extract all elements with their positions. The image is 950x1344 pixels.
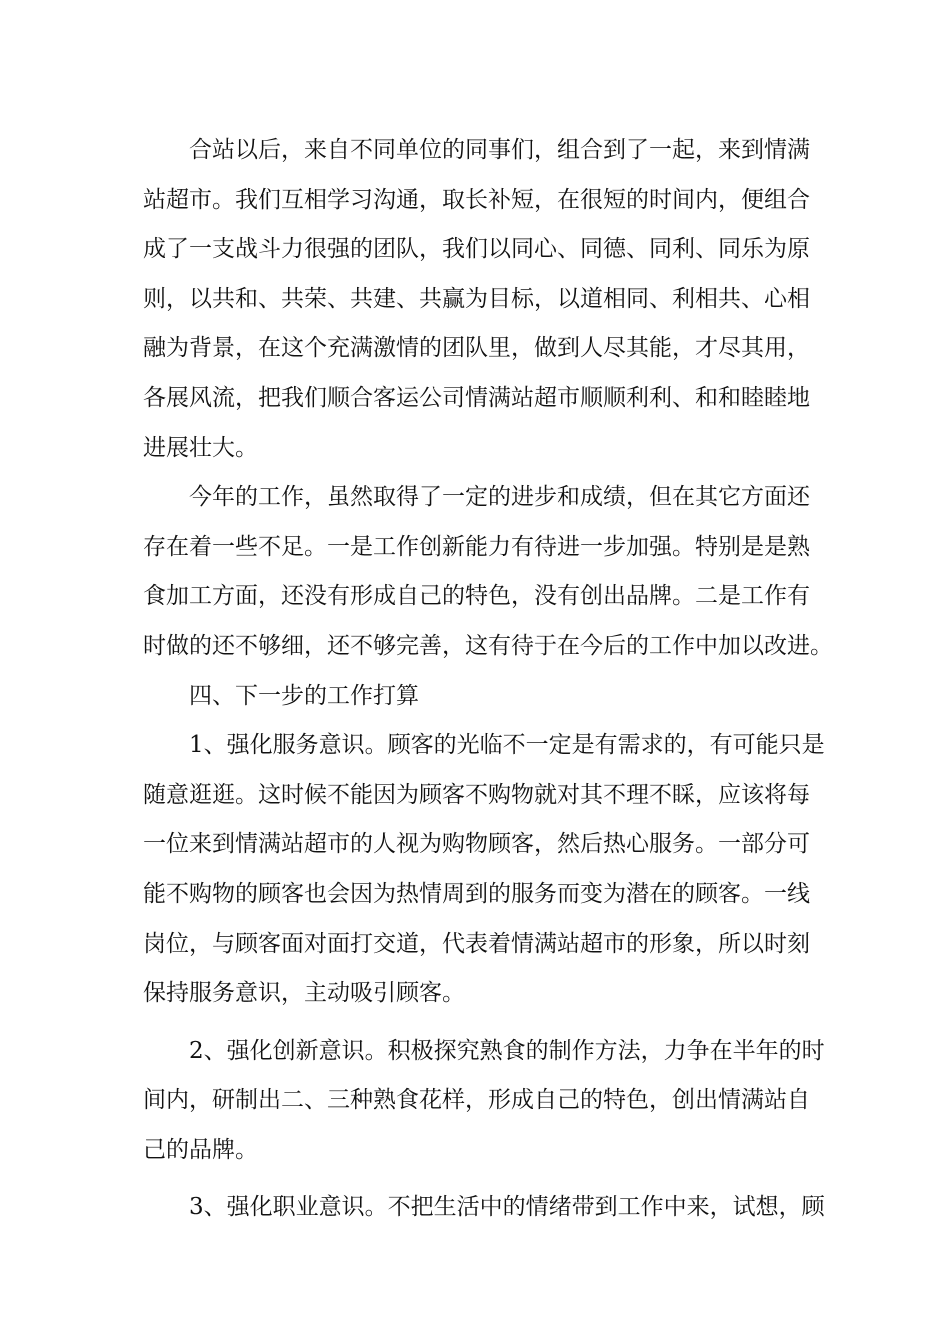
- text-line: 能不购物的顾客也会因为热情周到的服务而变为潜在的顾客。一线: [143, 880, 810, 907]
- text-line: 1、强化服务意识。顾客的光临不一定是有需求的，有可能只是: [189, 732, 825, 759]
- paragraph: [143, 473, 833, 671]
- text-line: 进展壮大。: [143, 434, 258, 461]
- text-line: 岗位，与顾客面对面打交道，代表着情满站超市的形象，所以时刻: [143, 930, 810, 957]
- text-line: 成了一支战斗力很强的团队，我们以同心、同德、同利、同乐为原: [143, 236, 810, 263]
- text-line: 存在着一些不足。一是工作创新能力有待进一步加强。特别是是熟: [143, 533, 810, 560]
- document-body: [143, 126, 833, 1233]
- paragraph-spacer: [143, 1019, 809, 1027]
- paragraph: [143, 1183, 825, 1233]
- section-heading: [143, 672, 809, 722]
- text-line: 合站以后，来自不同单位的同事们，组合到了一起，来到情满: [189, 137, 810, 163]
- text-line: 各展风流，把我们顺合客运公司情满站超市顺顺利利、和和睦睦地: [143, 384, 810, 411]
- text-line: 随意逛逛。这时候不能因为顾客不购物就对其不理不睬，应该将每: [143, 781, 810, 808]
- paragraph-spacer: [143, 1175, 809, 1183]
- heading-text: 四、下一步的工作打算: [189, 682, 419, 709]
- text-line: 保持服务意识，主动吸引顾客。: [143, 980, 465, 1007]
- text-line: 间内，研制出二、三种熟食花样，形成自己的特色，创出情满站自: [143, 1087, 810, 1114]
- paragraph: [143, 126, 809, 473]
- text-line: 融为背景，在这个充满激情的团队里，做到人尽其能，才尽其用，: [143, 335, 810, 362]
- text-line: 站超市。我们互相学习沟通，取长补短，在很短的时间内，便组合: [143, 186, 810, 213]
- text-line: 己的品牌。: [143, 1136, 258, 1163]
- paragraph: [143, 1027, 825, 1176]
- text-line: 一位来到情满站超市的人视为购物顾客，然后热心服务。一部分可: [143, 831, 810, 858]
- text-line: 时做的还不够细，还不够完善，这有待于在今后的工作中加以改进。: [143, 632, 833, 659]
- text-line: 3、强化职业意识。不把生活中的情绪带到工作中来，试想，顾: [189, 1194, 825, 1221]
- text-line: 则，以共和、共荣、共建、共赢为目标，以道相同、利相共、心相: [143, 285, 810, 312]
- text-line: 食加工方面，还没有形成自己的特色，没有创出品牌。二是工作有: [143, 583, 810, 610]
- text-line: 今年的工作，虽然取得了一定的进步和成绩，但在其它方面还: [189, 484, 810, 511]
- paragraph: [143, 721, 825, 1019]
- text-line: 2、强化创新意识。积极探究熟食的制作方法，力争在半年的时: [189, 1037, 825, 1064]
